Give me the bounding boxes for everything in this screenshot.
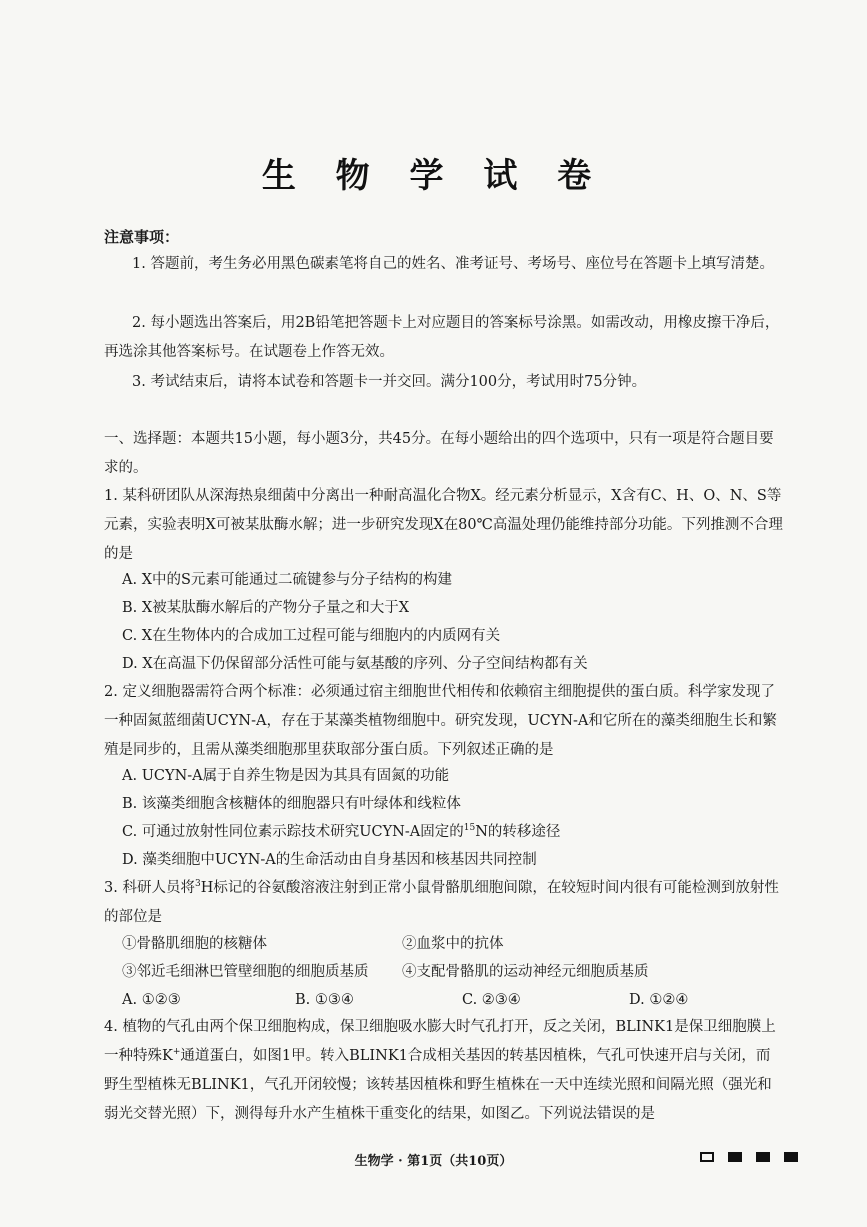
question-3-item-1: ①骨骼肌细胞的核糖体 bbox=[122, 936, 267, 952]
question-1-option-d: D. X在高温下仍保留部分活性可能与氨基酸的序列、分子空间结构都有关 bbox=[122, 656, 588, 672]
question-4-stem-a: 4. 植物的气孔由两个保卫细胞构成，保卫细胞吸水膨大时气孔打开，反之关闭，BLINK1是保卫细胞膜上一种特殊K bbox=[104, 1019, 776, 1064]
notice-item-3: 3. 考试结束后，请将本试卷和答题卡一并交回。满分100分，考试用时75分钟。 bbox=[132, 374, 647, 390]
question-3-option-c: C. ②③④ bbox=[462, 992, 521, 1008]
notice-item-2: 2. 每小题选出答案后，用2B铅笔把答题卡上对应题目的答案标号涂黑。如需改动，用橡皮擦干净后，再选涂其他答案标号。在试题卷上作答无效。 bbox=[104, 315, 780, 360]
question-3-option-a: A. ①②③ bbox=[122, 992, 181, 1008]
isotope-superscript: 15 bbox=[463, 823, 476, 833]
question-3-option-d: D. ①②④ bbox=[629, 992, 689, 1008]
section-heading: 一、选择题：本题共15小题，每小题3分，共45分。在每小题给出的四个选项中，只有一项是符合题目要求的。 bbox=[104, 431, 774, 476]
question-1-option-b: B. X被某肽酶水解后的产物分子量之和大于X bbox=[122, 600, 410, 616]
question-4-stem-b: 通道蛋白，如图1甲。转入BLINK1合成相关基因的转基因植株，气孔可快速开启与关闭，而野生型植株无BLINK1，气孔开闭较慢；该转基因植株和野生植株在一天中连续光照和间隔光照（强光和弱光交替光照）下，测得每升水产生植株干重变化的结果，如图乙。下列说法错误的是 bbox=[104, 1048, 772, 1122]
question-2-stem: 2. 定义细胞器需符合两个标准：必须通过宿主细胞世代相传和依赖宿主细胞提供的蛋白质。科学家发现了一种固氮蓝细菌UCYN-A，存在于某藻类植物细胞中。研究发现，UCYN-A和它所在的藻类细胞生长和繁殖是同步的，且需从藻类细胞那里获取部分蛋白质。下列叙述正确的是 bbox=[104, 684, 777, 758]
question-3-items-row-2 bbox=[122, 958, 649, 986]
question-2-option-a: A. UCYN-A属于自养生物是因为其具有固氮的功能 bbox=[122, 768, 450, 784]
isotope-superscript: 3 bbox=[194, 879, 201, 889]
page-footer: 生物学 · 第1页（共10页） bbox=[354, 1154, 513, 1169]
question-3-items-row-1 bbox=[122, 930, 504, 958]
question-2-option-c bbox=[122, 818, 560, 846]
question-3-stem-b: H标记的谷氨酸溶液注射到正常小鼠骨骼肌细胞间隙，在较短时间内很有可能检测到放射性的部位是 bbox=[104, 880, 779, 925]
question-1-option-c: C. X在生物体内的合成加工过程可能与细胞内的内质网有关 bbox=[122, 628, 501, 644]
question-4-stem bbox=[104, 1013, 784, 1129]
question-3-stem bbox=[104, 874, 784, 932]
notice-heading: 注意事项： bbox=[104, 228, 180, 246]
question-1-option-a: A. X中的S元素可能通过二硫键参与分子结构的构建 bbox=[122, 572, 452, 588]
question-3-item-4: ④支配骨骼肌的运动神经元细胞质基质 bbox=[402, 964, 649, 980]
question-3-stem-a: 3. 科研人员将 bbox=[104, 880, 195, 896]
square-mark-icon bbox=[784, 1152, 798, 1162]
ion-superscript: + bbox=[172, 1047, 181, 1057]
page-title: 生 物 学 试 卷 bbox=[261, 156, 606, 196]
question-2-option-d: D. 藻类细胞中UCYN-A的生命活动由自身基因和核基因共同控制 bbox=[122, 852, 537, 868]
square-mark-icon bbox=[700, 1152, 714, 1162]
question-3-item-2: ②血浆中的抗体 bbox=[402, 936, 504, 952]
question-2-option-c-tail: N的转移途径 bbox=[475, 824, 561, 840]
notice-item-1: 1. 答题前，考生务必用黑色碳素笔将自己的姓名、准考证号、考场号、座位号在答题卡上填写清楚。 bbox=[132, 256, 774, 272]
question-3-options bbox=[122, 986, 688, 1014]
question-1-stem: 1. 某科研团队从深海热泉细菌中分离出一种耐高温化合物X。经元素分析显示，X含有C、H、O、N、S等元素，实验表明X可被某肽酶水解；进一步研究发现X在80℃高温处理仍能维持部分功能。下列推测不合理的是 bbox=[104, 488, 783, 562]
square-mark-icon bbox=[756, 1152, 770, 1162]
square-mark-icon bbox=[728, 1152, 742, 1162]
question-3-option-b: B. ①③④ bbox=[295, 992, 354, 1008]
question-2-option-c-text: C. 可通过放射性同位素示踪技术研究UCYN-A固定的 bbox=[122, 824, 464, 840]
question-2-option-b: B. 该藻类细胞含核糖体的细胞器只有叶绿体和线粒体 bbox=[122, 796, 461, 812]
question-3-item-3: ③邻近毛细淋巴管壁细胞的细胞质基质 bbox=[122, 964, 369, 980]
